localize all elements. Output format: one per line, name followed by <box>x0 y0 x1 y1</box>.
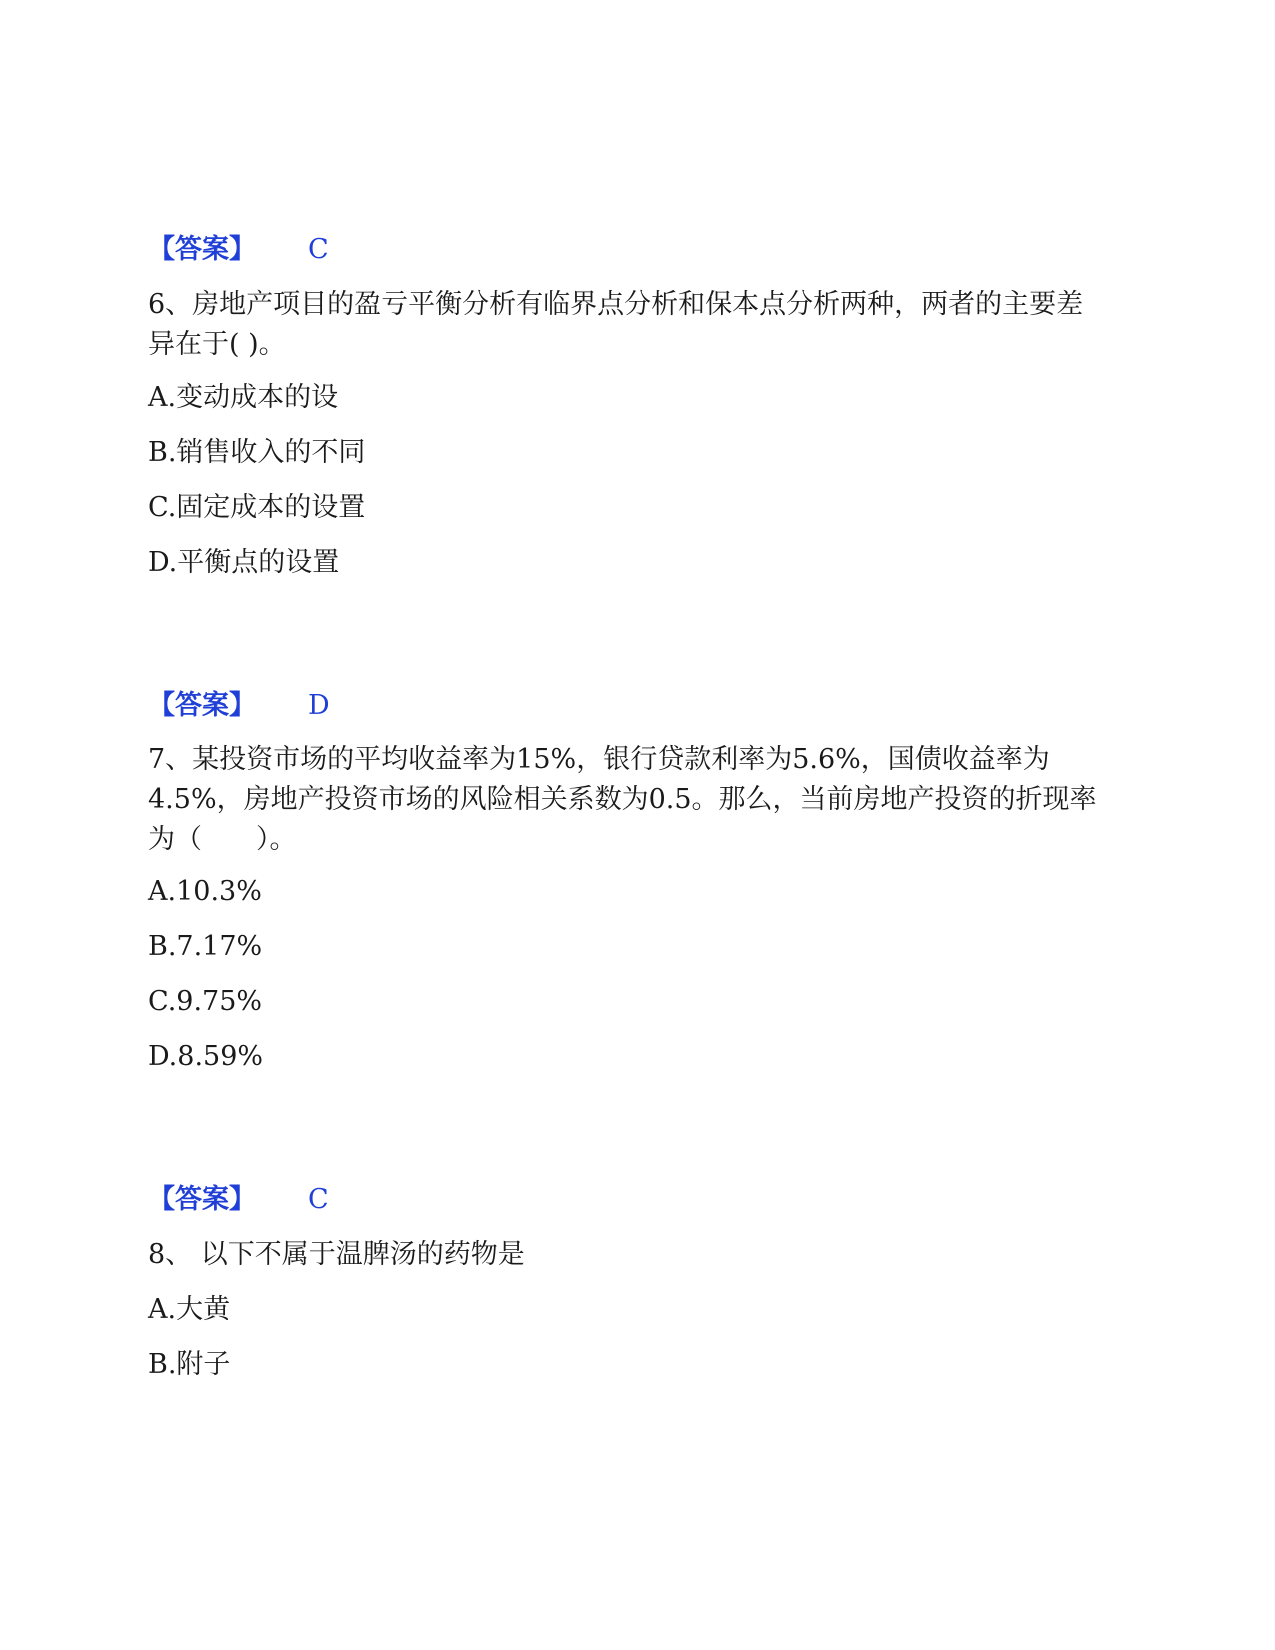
answer-value: C <box>308 234 329 265</box>
answer-line <box>148 230 329 270</box>
question-6-option-d: D.平衡点的设置 <box>148 547 340 578</box>
question-8-option-b: B.附子 <box>148 1349 231 1380</box>
answer-value: C <box>308 1184 329 1215</box>
answer-label: 【答案】 <box>148 234 256 265</box>
question-7-text: 7、某投资市场的平均收益率为15%，银行贷款利率为5.6%，国债收益率为4.5%，房地产投资市场的风险相关系数为0.5。那么，当前房地产投资的折现率为（ ）。 <box>148 744 1097 855</box>
question-6-option-a: A.变动成本的设 <box>148 382 339 413</box>
question-6-option-c: C.固定成本的设置 <box>148 492 366 523</box>
answer-line <box>148 1180 329 1220</box>
question-7-option-b: B.7.17% <box>148 931 263 962</box>
answer-label: 【答案】 <box>148 690 256 721</box>
question-8-text: 8、 以下不属于温脾汤的药物是 <box>148 1239 525 1270</box>
question-7-option-a: A.10.3% <box>148 876 262 907</box>
question-8-option-a: A.大黄 <box>148 1294 231 1325</box>
question-7-option-d: D.8.59% <box>148 1041 264 1072</box>
answer-label: 【答案】 <box>148 1184 256 1215</box>
question-7-option-c: C.9.75% <box>148 986 263 1017</box>
answer-line <box>148 686 330 726</box>
question-6-option-b: B.销售收入的不同 <box>148 437 366 468</box>
answer-value: D <box>308 690 330 721</box>
question-6-text: 6、房地产项目的盈亏平衡分析有临界点分析和保本点分析两种，两者的主要差异在于( )。 <box>148 289 1084 360</box>
